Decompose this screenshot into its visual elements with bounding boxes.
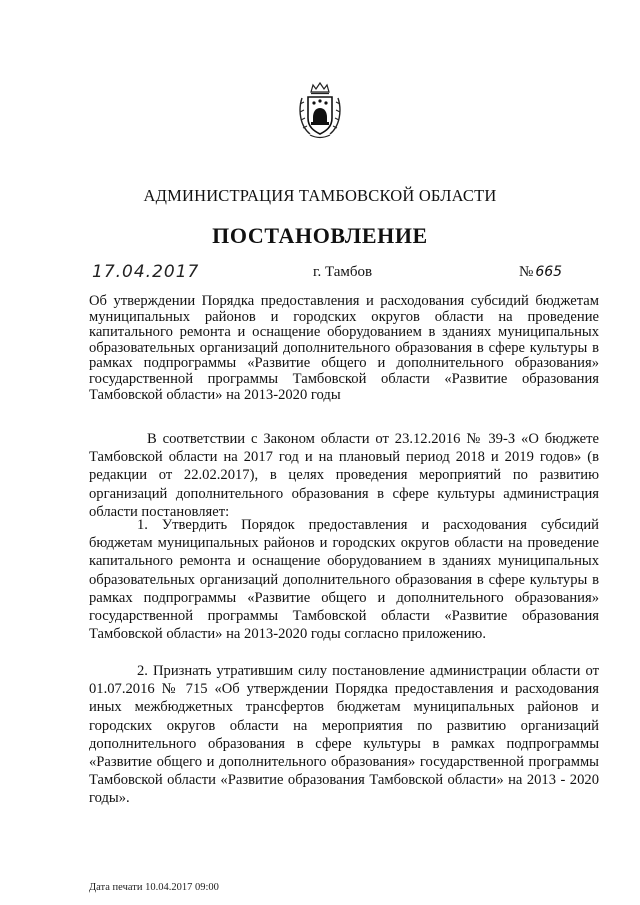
document-title: Об утверждении Порядка предоставления и расходования субсидий бюджетам муниципальных районов и городских округов области на проведение капитального ремонта и оснащение оборудованием в зданиях муниципальных образовательных организаций дополнительного образования в сфере культуры в рамках подпрограммы «Развитие общего и дополнительного образования» государственной программы Тамбовской области «Развитие образования Тамбовской области» на 2013-2020 годы xyxy=(89,293,599,403)
number-value: 665 xyxy=(535,264,563,280)
document-type: ПОСТАНОВЛЕНИЕ xyxy=(212,223,428,248)
paragraph-item-2: 2. Признать утратившим силу постановление администрации области от 01.07.2016 № 715 «Об утверждении Порядка предоставления и расходования иных межбюджетных трансфертов бюджетам муниципальных районов и городских округов области на мероприятия по развитию организаций дополнительного образования в сфере культуры в рамках подпрограммы «Развитие общего и дополнительного образования» государственной программы Тамбовской области «Развитие образования Тамбовской области» на 2013 - 2020 годы». xyxy=(89,663,599,807)
document-city: г. Тамбов xyxy=(313,264,373,280)
print-date-footer: Дата печати 10.04.2017 09:00 xyxy=(89,882,219,893)
document-number xyxy=(519,264,562,281)
coat-of-arms-icon xyxy=(296,80,344,140)
paragraph-preamble: В соответствии с Законом области от 23.12.2016 № 39-З «О бюджете Тамбовской области на 2017 год и на плановый период 2018 и 2019 годов» (в редакции от 22.02.2017), в целях проведения мероприятий по развитию организаций дополнительного образования в сфере культуры администрация области постановляет: xyxy=(89,431,599,520)
organization-name: АДМИНИСТРАЦИЯ ТАМБОВСКОЙ ОБЛАСТИ xyxy=(143,186,497,205)
number-label: № xyxy=(519,264,534,280)
document-date: 17.04.2017 xyxy=(92,262,200,282)
paragraph-item-1: 1. Утвердить Порядок предоставления и расходования субсидий бюджетам муниципальных районов и городских округов области на проведение капитального ремонта и оснащение оборудованием в зданиях муниципальных образовательных организаций дополнительного образования в сфере культуры в рамках подпрограммы «Развитие общего и дополнительного образования» государственной программы Тамбовской области «Развитие образования Тамбовской области» на 2013-2020 годы согласно приложению. xyxy=(89,517,599,643)
